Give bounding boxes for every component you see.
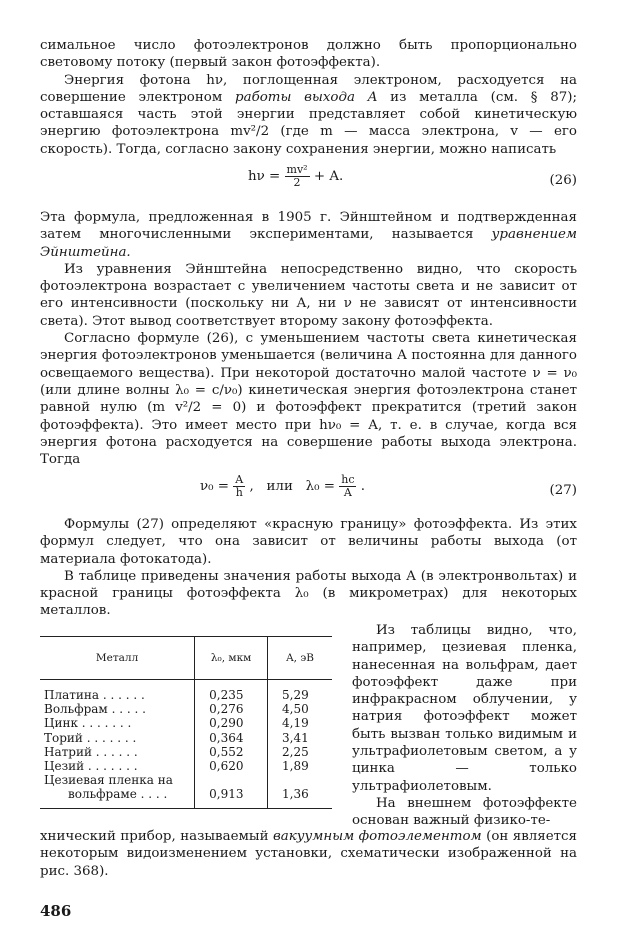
table-row: Платина . . . . . . 0,235 5,29 [40,680,332,703]
paragraph-vacuum-photocell: хнический прибор, называемый вакуумным фотоэлементом (он является некоторым видоизменением установки, схематически изображенной на рис. 368). [40,829,577,879]
page-number: 486 [40,902,72,920]
eq26-label: (26) [549,173,577,188]
term-work-function: работы выхода A [235,89,378,105]
table-row: Натрий . . . . . . 0,552 2,25 [40,745,332,759]
eq27-middle: , или λ₀ = [249,479,335,494]
paragraph-red-limit: Формулы (27) определяют «красную границу» фотоэффекта. Из этих формул следует, что она зависит от величины работы выхода (от материала фотокатода). [40,517,577,567]
eq26-numerator: mv² [286,163,308,176]
term-einstein-equation: уравнением Эйнштейна. [40,227,577,260]
paragraph-continuation: симальное число фотоэлектронов должно быть пропорционально световому потоку (первый закон фотоэффекта). [40,38,577,71]
eq26-rhs: + A. [313,169,344,184]
eq27-fraction-1: $\frac{A}{h}$ [235,473,244,499]
eq26-lhs: hν = [248,169,281,184]
table-row: Торий . . . . . . . 0,364 3,41 [40,731,332,745]
eq27-label: (27) [549,483,577,498]
metals-table [40,636,332,809]
eq26-denominator: 2 [293,176,301,189]
metals-table-wrapper [40,636,332,809]
table-row: Цезиевая пленка на [40,773,332,787]
text-block-top [40,37,577,158]
eq27-lhs: ν₀ = [200,479,229,494]
paragraph-second-law: Из уравнения Эйнштейна непосредственно видно, что скорость фотоэлектрона возрастает с увеличением частоты света и не зависит от его интенсивности (поскольку ни A, ни ν не зависят от интенсивности света). Этот вывод соответствует второму закону фотоэффекта. [40,261,577,329]
side-text [352,622,577,830]
text-block-lower [40,516,577,620]
equation-27: ν₀ = $\frac{A}{h}$ , или λ₀ = $\frac{hc}{A}$ . (27) [200,473,577,499]
equation-26 [40,164,577,198]
term-vacuum-photocell: вакуумным фотоэлементом [272,829,482,844]
paragraph-table-intro: В таблице приведены значения работы выхода A (в электронвольтах) и красной границы фотоэффекта λ₀ (в микрометрах) для некоторых металлов. [40,568,577,619]
text-block-bottom [40,828,577,880]
paragraph-third-law: Согласно формуле (26), с уменьшением частоты света кинетическая энергия фотоэлектронов уменьшается (величина A постоянна для данного освещаемого вещества). При некоторой достаточно малой частоте ν = ν₀ (или длине волны λ₀ = c/ν₀) кинетическая энергия фотоэлектрона станет равной нулю (m v²/2 = 0) и фотоэффект прекратится (третий закон фотоэффекта). Это имеет место при hν₀ = A, т. е. в случае, когда вся энергия фотона расходуется на совершение работы выхода электрона. Тогда [40,331,577,468]
paragraph-table-discussion: Из таблицы видно, что, например, цезиевая пленка, нанесенная на вольфрам, дает фотоэффект даже при инфракрасном облучении, у натрия фотоэффект может быть вызван только видимым и ультрафиолетовым светом, а у цинка — только ультрафиолетовым. [352,623,577,794]
table-row: Цинк . . . . . . . 0,290 4,19 [40,716,332,730]
text-block-middle [40,209,577,468]
table-row: Вольфрам . . . . . 0,276 4,50 [40,702,332,716]
eq27-fraction-2: $\frac{hc}{A}$ [341,473,355,499]
table-header-row [40,637,332,680]
paragraph-external-effect: На внешнем фотоэффекте основан важный физико-те- [352,795,577,829]
eq26-fraction [285,164,310,189]
header-work-function: A, эВ [268,637,332,680]
paragraph-einstein-formula: Эта формула, предложенная в 1905 г. Эйнштейном и подтвержденная затем многочисленными экспериментами, называется уравнением Эйнштейна. [40,210,577,260]
table-row: Цезий . . . . . . . 0,620 1,89 [40,759,332,773]
header-metal: Металл [40,637,195,680]
paragraph-photon-energy: Энергия фотона hν, поглощенная электроном, расходуется на совершение электроном работы выхода A из металла (см. § 87); оставшаяся часть этой энергии представляет собой кинетическую энергию фотоэлектрона mv²/2 (где m — масса электрона, v — его скорость). Тогда, согласно закону сохранения энергии, можно написать [40,72,577,157]
table-row: вольфраме . . . . 0,913 1,36 [40,787,332,808]
header-wavelength: λ₀, мкм [195,637,268,680]
